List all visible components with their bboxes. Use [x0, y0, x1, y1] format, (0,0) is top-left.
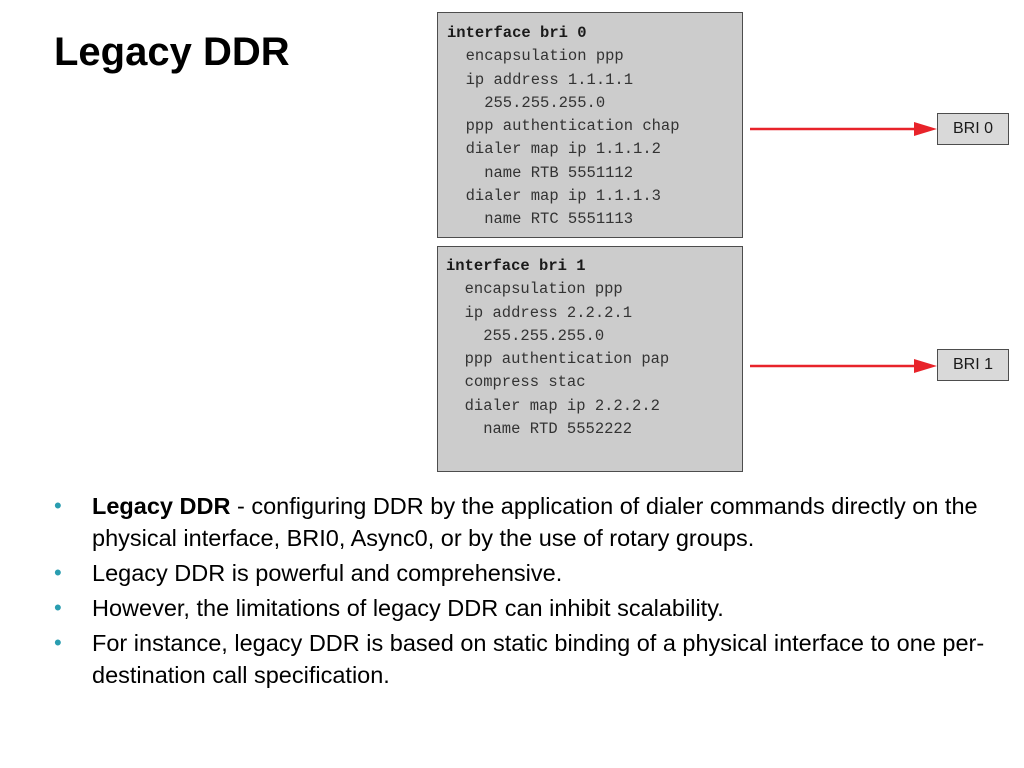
- bullet-dot-icon: •: [54, 493, 62, 518]
- config-line: 255.255.255.0: [447, 93, 606, 112]
- config-line: ppp authentication pap: [446, 350, 670, 369]
- bullet-text: For instance, legacy DDR is based on static binding of a physical interface to one per-destination call specification.: [92, 630, 985, 688]
- config-line: dialer map ip 1.1.1.3: [447, 187, 661, 206]
- config-line: ip address 1.1.1.1: [447, 70, 634, 89]
- bullet-text: However, the limitations of legacy DDR can inhibit scalability.: [92, 595, 724, 621]
- bullet-dot-icon: •: [54, 560, 62, 585]
- config-block-bri0: [437, 12, 743, 238]
- config-line: compress stac: [446, 373, 586, 392]
- bullet-item: [54, 557, 994, 589]
- bullet-term: Legacy DDR: [92, 493, 231, 519]
- arrow-bri1: [744, 356, 938, 376]
- bullet-dot-icon: •: [54, 595, 62, 620]
- bullet-item: [54, 490, 994, 554]
- interface-label-bri0: BRI 0: [937, 113, 1009, 145]
- bullet-list: [54, 490, 994, 694]
- arrow-head: [914, 359, 937, 373]
- bullet-dot-icon: •: [54, 630, 62, 655]
- config-line: dialer map ip 2.2.2.2: [446, 396, 660, 415]
- config-line: dialer map ip 1.1.1.2: [447, 140, 661, 159]
- config-line: interface bri 0: [447, 24, 587, 42]
- bullet-item: [54, 592, 994, 624]
- bullet-text: Legacy DDR is powerful and comprehensive.: [92, 560, 563, 586]
- config-line: encapsulation ppp: [446, 280, 623, 299]
- bullet-item: [54, 627, 994, 691]
- bullet-text: - configuring DDR by the application of dialer commands directly on the physical interface, BRI0, Async0, or by the use of rotary groups.: [92, 493, 978, 551]
- config-line: name RTD 5552222: [446, 420, 633, 439]
- config-block-bri1: [437, 246, 743, 472]
- config-line: encapsulation ppp: [447, 47, 624, 66]
- interface-label-bri1: BRI 1: [937, 349, 1009, 381]
- config-line: ppp authentication chap: [447, 117, 680, 136]
- config-line: name RTB 5551112: [447, 163, 634, 182]
- slide-title: Legacy DDR: [54, 30, 290, 74]
- config-line: ip address 2.2.2.1: [446, 303, 633, 322]
- config-line: name RTC 5551113: [447, 210, 634, 229]
- config-line: interface bri 1: [446, 257, 586, 275]
- config-line: 255.255.255.0: [446, 326, 605, 345]
- arrow-head: [914, 122, 937, 136]
- arrow-bri0: [744, 119, 938, 139]
